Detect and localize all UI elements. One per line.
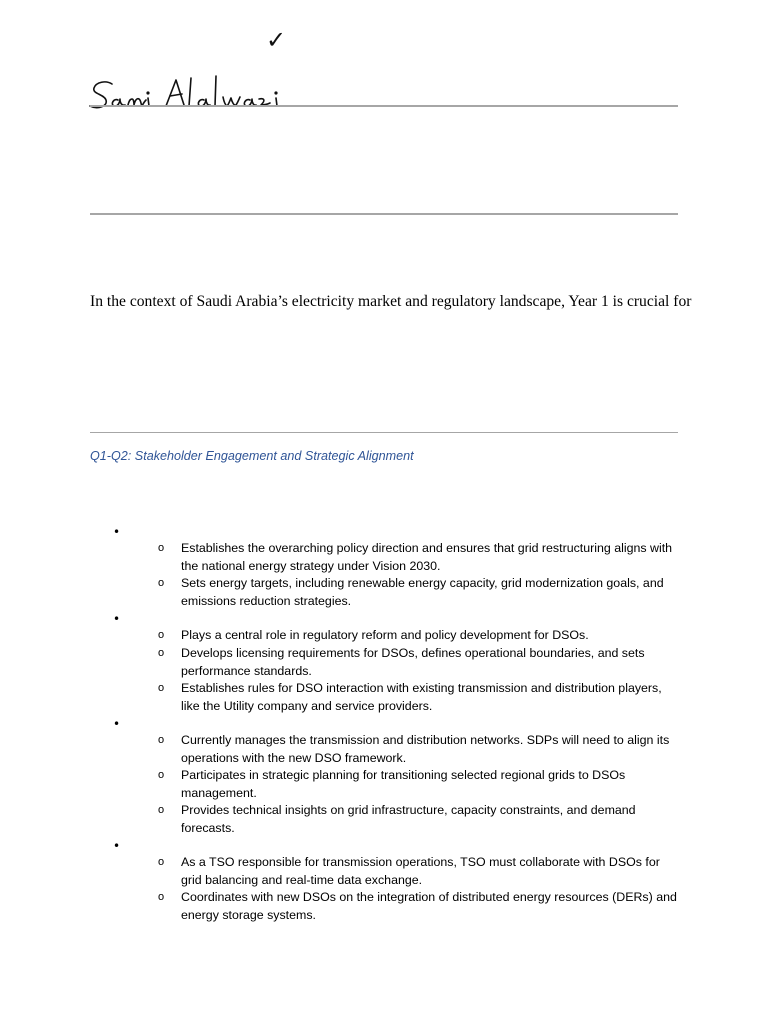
bullet-icon: • [113,612,121,626]
signature-line [90,105,678,107]
divider-line [90,213,678,215]
handwritten-signature [88,72,308,122]
circle-bullet-icon: o [158,629,165,641]
list-item-text: Plays a central role in regulatory reform and policy development for DSOs. [181,628,589,642]
check-mark-icon: ✓ [266,26,287,54]
circle-bullet-icon: o [158,769,165,781]
list-item-text: Coordinates with new DSOs on the integration of distributed energy resources (DERs) and energy storage systems. [181,890,677,922]
circle-bullet-icon: o [158,856,165,868]
bullet-icon: • [113,839,121,853]
circle-bullet-icon: o [158,647,165,659]
circle-bullet-icon: o [158,542,165,554]
heading-divider-line [90,432,678,433]
list-item-text: Establishes the overarching policy direction and ensures that grid restructuring aligns with the national energy strategy under Vision 2030. [181,541,673,573]
circle-bullet-icon: o [158,804,165,816]
circle-bullet-icon: o [158,577,165,589]
section-heading: Q1-Q2: Stakeholder Engagement and Strategic Alignment [90,449,414,463]
intro-paragraph: In the context of Saudi Arabia’s electricity market and regulatory landscape, Year 1 is crucial for [90,293,692,310]
list-item-text: Participates in strategic planning for transitioning selected regional grids to DSOs management. [181,768,626,800]
list-item-text: Currently manages the transmission and distribution networks. SDPs will need to align its operations with the new DSO framework. [181,733,670,765]
list-item-text: Sets energy targets, including renewable energy capacity, grid modernization goals, and emissions reduction strategies. [181,576,664,608]
list-item-text: Provides technical insights on grid infrastructure, capacity constraints, and demand forecasts. [181,803,636,835]
list-item-text: Develops licensing requirements for DSOs, defines operational boundaries, and sets performance standards. [181,646,645,678]
list-item-text: Establishes rules for DSO interaction with existing transmission and distribution players, like the Utility company and service providers. [181,681,662,713]
circle-bullet-icon: o [158,682,165,694]
bullet-icon: • [113,717,121,731]
circle-bullet-icon: o [158,734,165,746]
bullet-icon: • [113,525,121,539]
list-item-text: As a TSO responsible for transmission operations, TSO must collaborate with DSOs for grid balancing and real-time data exchange. [181,855,660,887]
circle-bullet-icon: o [158,891,165,903]
